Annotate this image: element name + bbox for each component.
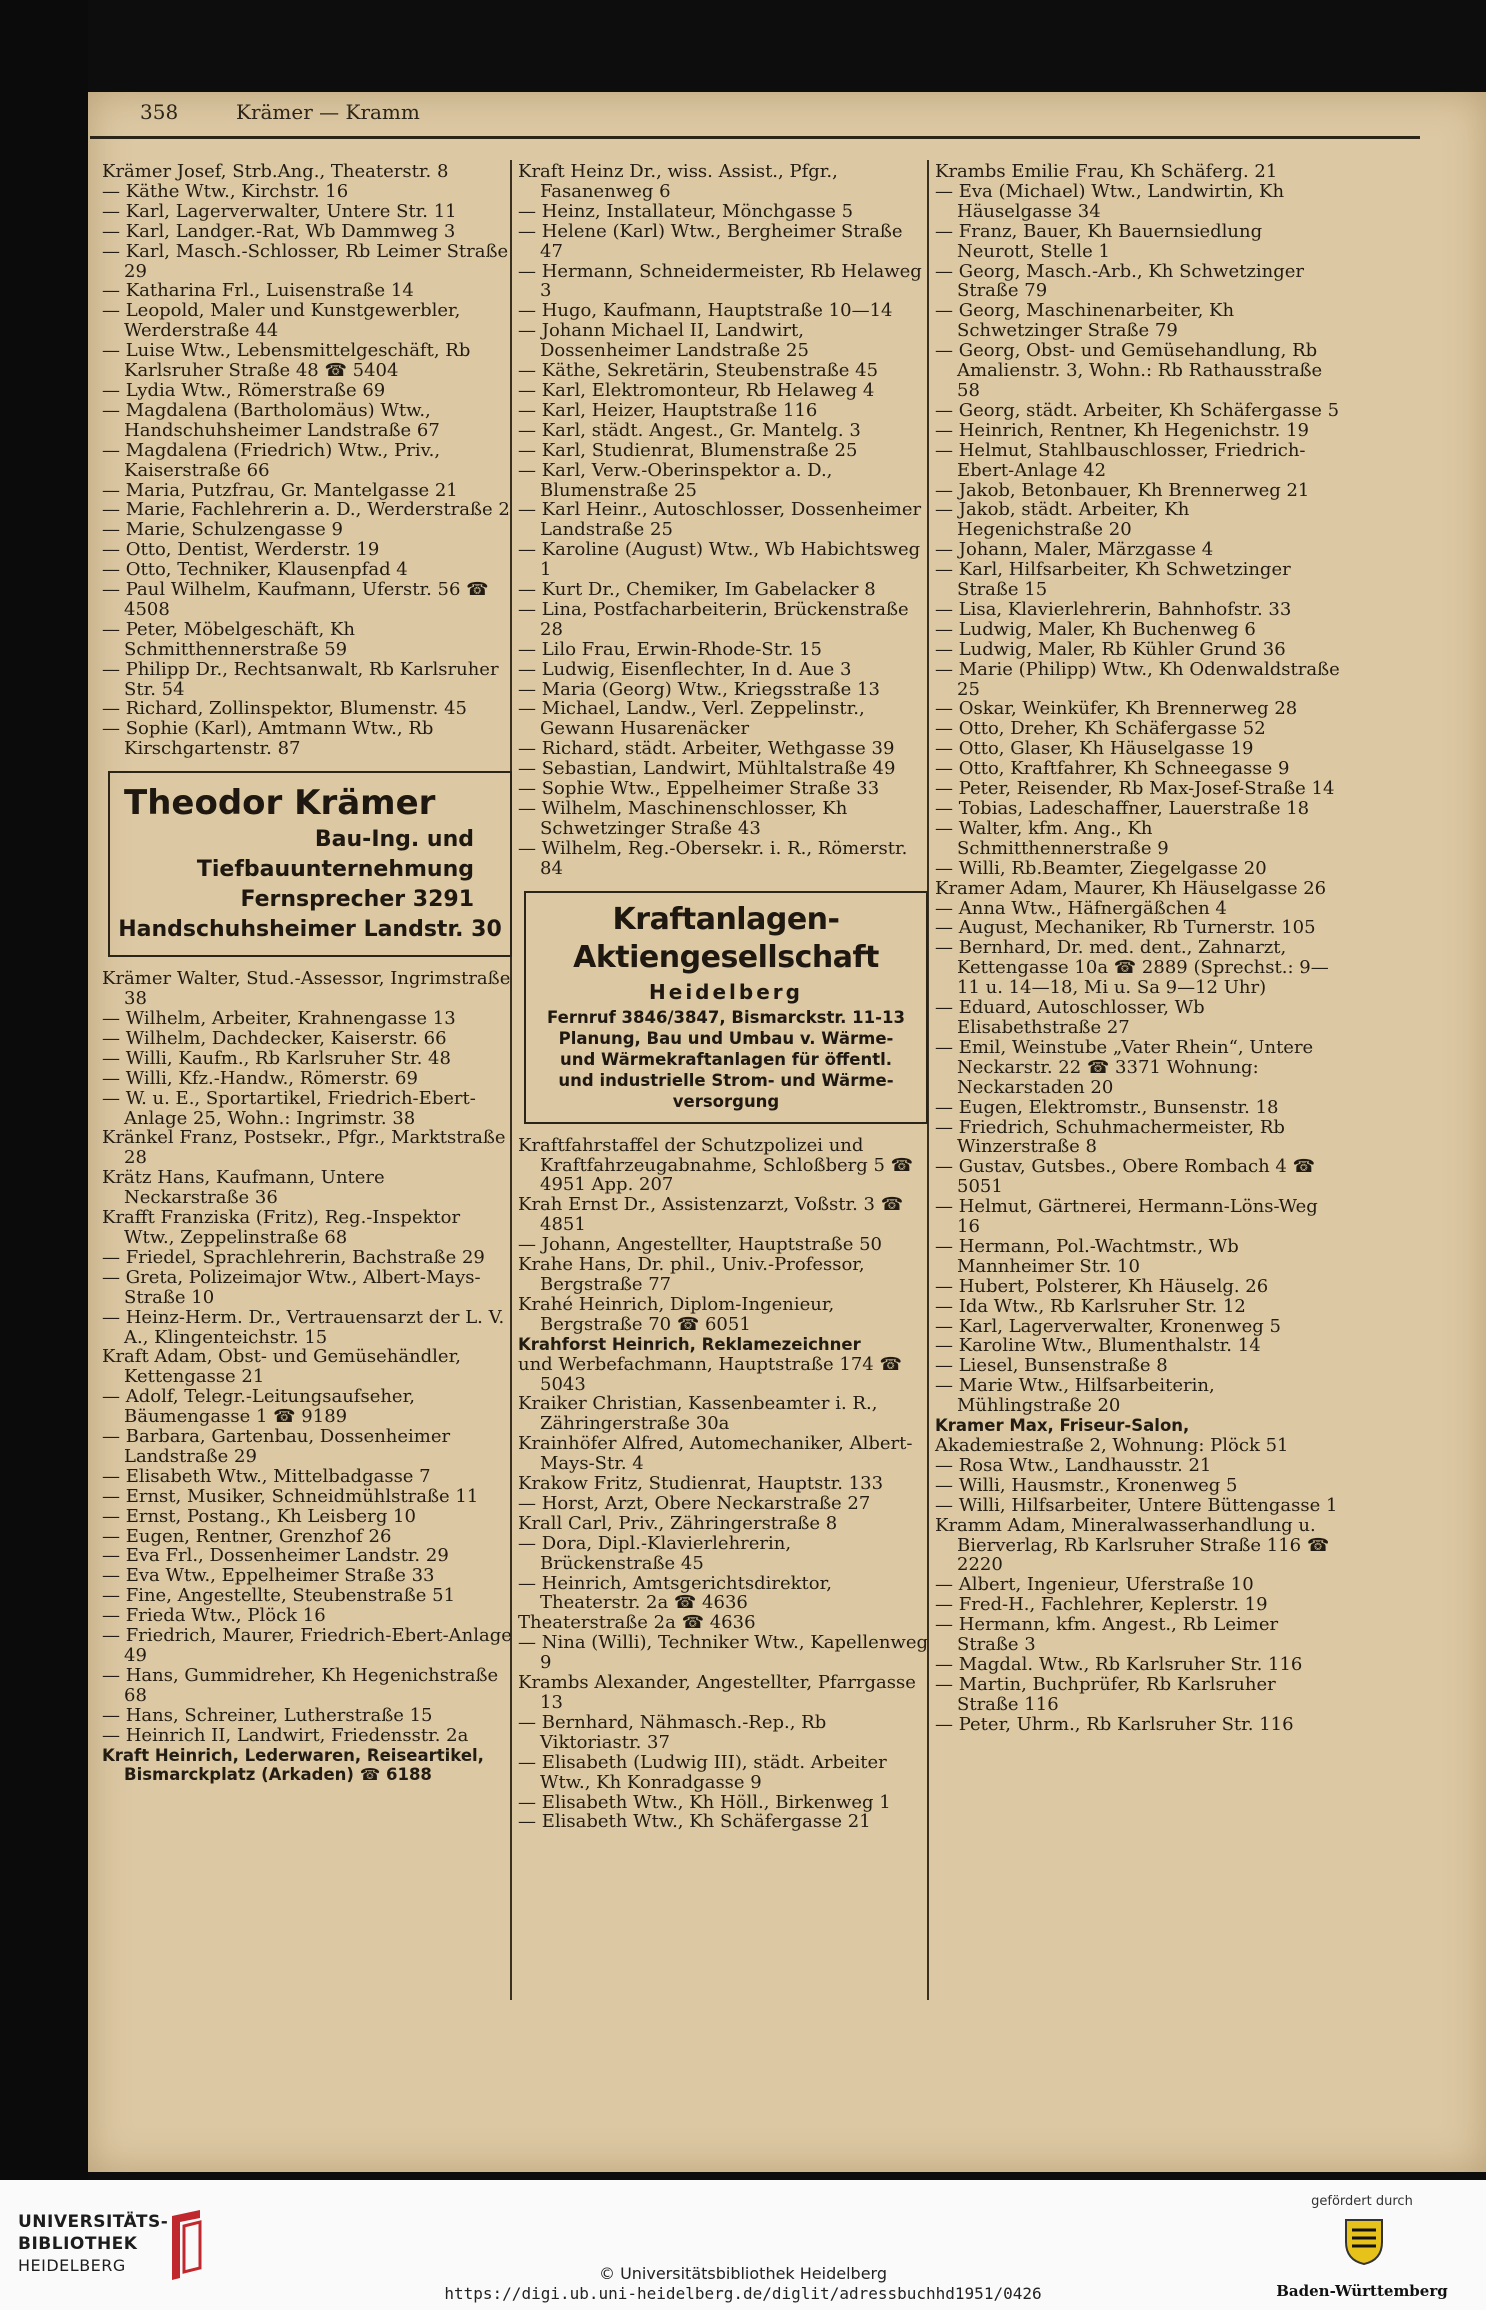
directory-entry: — Ludwig, Maler, Rb Kühler Grund 36 — [935, 638, 1286, 660]
entry-list — [518, 1136, 928, 1335]
directory-entry: Krall Carl, Priv., Zähringerstraße 8 — [518, 1512, 838, 1534]
directory-entry: — W. u. E., Sportartikel, Friedrich-Ebert-Anlage 25, Wohn.: Ingrimstr. 38 — [102, 1087, 476, 1129]
entry-list — [518, 1355, 928, 1833]
directory-entry: — Heinrich, Amtsgerichtsdirektor, Theaterstr. 2a ☎ 4636 — [518, 1572, 832, 1614]
advert-line: und industrielle Strom- und Wärme- — [558, 1070, 894, 1090]
directory-entry: — Lina, Postfacharbeiterin, Brückenstraße 28 — [518, 598, 909, 640]
advert-title: Theodor Krämer — [124, 783, 436, 824]
directory-entry: — Luise Wtw., Lebensmittelgeschäft, Rb Karlsruher Straße 48 ☎ 5404 — [102, 340, 471, 382]
directory-entry: Krafft Franziska (Fritz), Reg.-Inspektor Wtw., Zeppelinstraße 68 — [102, 1207, 461, 1248]
directory-entry: Krahé Heinrich, Diplom-Ingenieur, Bergstraße 70 ☎ 6051 — [518, 1293, 835, 1335]
directory-entry: — Peter, Uhrm., Rb Karlsruher Str. 116 — [935, 1713, 1294, 1735]
source-url[interactable]: https://digi.ub.uni-heidelberg.de/diglit/adressbuchhd1951/0426 — [444, 2284, 1042, 2303]
running-title: Krämer — Kramm — [236, 100, 420, 124]
entry-list — [935, 162, 1340, 1416]
logo-line: HEIDELBERG — [18, 2256, 126, 2275]
directory-entry: — Liesel, Bunsenstraße 8 — [935, 1355, 1168, 1377]
advert-line: Tiefbauunternehmung — [196, 857, 474, 883]
directory-entry: — Michael, Landw., Verl. Zeppelinstr., Gewann Husarenäcker — [518, 698, 865, 740]
directory-entry: — Hubert, Polsterer, Kh Häuselg. 26 — [935, 1275, 1269, 1297]
advert-line: und Wärmekraftanlagen für öffentl. — [559, 1049, 893, 1069]
advert-line: versorgung — [672, 1091, 780, 1111]
directory-entry: — Sophie Wtw., Eppelheimer Straße 33 — [518, 778, 880, 800]
directory-entry: — Martin, Buchprüfer, Rb Karlsruher Straße 116 — [935, 1673, 1276, 1715]
directory-entry: — Magdal. Wtw., Rb Karlsruher Str. 116 — [935, 1653, 1303, 1675]
directory-entry: Krambs Alexander, Angestellter, Pfarrgasse 13 — [518, 1672, 916, 1713]
directory-entry: — Hermann, Schneidermeister, Rb Helaweg 3 — [518, 260, 922, 302]
column-1 — [102, 162, 512, 1785]
advert-theodor-kraemer — [108, 771, 512, 957]
directory-entry: — Heinz-Herm. Dr., Vertrauensarzt der L. V. A., Klingenteichstr. 15 — [102, 1306, 505, 1348]
directory-entry: — Bernhard, Nähmasch.-Rep., Rb Viktoriastr. 37 — [518, 1711, 827, 1753]
directory-entry: — Karl, Masch.-Schlosser, Rb Leimer Straße 29 — [102, 240, 509, 282]
coat-of-arms-icon — [1342, 2216, 1386, 2266]
directory-entry: — Frieda Wtw., Plöck 16 — [102, 1605, 326, 1627]
directory-entry: — Karl, Hilfsarbeiter, Kh Schwetzinger Straße 15 — [935, 559, 1291, 601]
directory-entry: — Käthe Wtw., Kirchstr. 16 — [102, 180, 349, 202]
directory-entry: — Willi, Kaufm., Rb Karlsruher Str. 48 — [102, 1047, 451, 1069]
page-number: 358 — [140, 100, 179, 124]
directory-entry: — Karoline Wtw., Blumenthalstr. 14 — [935, 1335, 1261, 1357]
directory-entry: — Helmut, Gärtnerei, Hermann-Löns-Weg 16 — [935, 1196, 1318, 1238]
directory-entry: — Lydia Wtw., Römerstraße 69 — [102, 379, 386, 401]
directory-entry: — Adolf, Telegr.-Leitungsaufseher, Bäumengasse 1 ☎ 9189 — [102, 1386, 415, 1428]
directory-entry: — Hermann, kfm. Angest., Rb Leimer Straße 3 — [935, 1614, 1279, 1656]
directory-entry: — Eduard, Autoschlosser, Wb Elisabethstraße 27 — [935, 997, 1205, 1038]
directory-entry: Krah Ernst Dr., Assistenzarzt, Voßstr. 3 ☎ 4851 — [518, 1194, 904, 1236]
directory-entry: Krahe Hans, Dr. phil., Univ.-Professor, Bergstraße 77 — [518, 1254, 865, 1295]
directory-entry: Kraft Heinz Dr., wiss. Assist., Pfgr., Fasanenweg 6 — [518, 161, 838, 202]
advert-line: Fernruf 3846/3847, Bismarckstr. 11-13 — [547, 1007, 905, 1027]
directory-entry: — Fred-H., Fachlehrer, Keplerstr. 19 — [935, 1594, 1268, 1616]
directory-entry: — Georg, Maschinenarbeiter, Kh Schwetzinger Straße 79 — [935, 300, 1235, 342]
directory-entry: — Willi, Hilfsarbeiter, Untere Büttengasse 1 — [935, 1494, 1338, 1516]
directory-entry: — Karl, Lagerverwalter, Kronenweg 5 — [935, 1315, 1281, 1337]
advert-line: Handschuhsheimer Landstr. 30 — [118, 917, 502, 943]
directory-entry: — Maria, Putzfrau, Gr. Mantelgasse 21 — [102, 479, 458, 501]
directory-entry: — Karl, Studienrat, Blumenstraße 25 — [518, 439, 858, 461]
directory-entry: — Albert, Ingenieur, Uferstraße 10 — [935, 1574, 1254, 1596]
entry-list — [518, 162, 928, 879]
bold-entry: Krahforst Heinrich, Reklamezeichner — [518, 1334, 861, 1354]
directory-entry: — Heinrich II, Landwirt, Friedensstr. 2a — [102, 1724, 469, 1746]
directory-entry: — Johann, Angestellter, Hauptstraße 50 — [518, 1234, 882, 1256]
directory-entry: — Lisa, Klavierlehrerin, Bahnhofstr. 33 — [935, 598, 1292, 620]
directory-entry: — Greta, Polizeimajor Wtw., Albert-Mays-Straße 10 — [102, 1266, 481, 1308]
directory-entry: — Gustav, Gutsbes., Obere Rombach 4 ☎ 5051 — [935, 1156, 1316, 1198]
directory-entry: Kramm Adam, Mineralwasserhandlung u. Bierverlag, Rb Karlsruher Straße 116 ☎ 2220 — [935, 1514, 1330, 1576]
directory-entry: — Wilhelm, Arbeiter, Krahnengasse 13 — [102, 1008, 456, 1029]
directory-entry: Kraft Adam, Obst- und Gemüsehändler, Kettengasse 21 — [102, 1346, 461, 1388]
directory-entry: — Elisabeth Wtw., Mittelbadgasse 7 — [102, 1465, 431, 1487]
directory-entry: — Walter, kfm. Ang., Kh Schmitthennerstraße 9 — [935, 817, 1169, 859]
directory-entry: — August, Mechaniker, Rb Turnerstr. 105 — [935, 917, 1316, 939]
directory-entry: — Wilhelm, Dachdecker, Kaiserstr. 66 — [102, 1027, 447, 1049]
directory-entry: — Philipp Dr., Rechtsanwalt, Rb Karlsruher Str. 54 — [102, 658, 499, 700]
directory-entry: — Wilhelm, Maschinenschlosser, Kh Schwetzinger Straße 43 — [518, 798, 848, 839]
directory-entry: Krainhöfer Alfred, Automechaniker, Albert-Mays-Str. 4 — [518, 1433, 913, 1475]
directory-entry: — Eugen, Rentner, Grenzhof 26 — [102, 1525, 392, 1547]
directory-entry: — Ludwig, Eisenflechter, In d. Aue 3 — [518, 658, 852, 680]
directory-entry: — Ida Wtw., Rb Karlsruher Str. 12 — [935, 1295, 1246, 1317]
footer — [0, 2180, 1486, 2310]
directory-entry: — Marie, Fachlehrerin a. D., Werderstraße 2 — [102, 499, 510, 521]
directory-entry: — Elisabeth Wtw., Kh Höll., Birkenweg 1 — [518, 1791, 891, 1813]
directory-entry: Kramer Adam, Maurer, Kh Häuselgasse 26 — [935, 877, 1327, 899]
directory-entry: — Eva Frl., Dossenheimer Landstr. 29 — [102, 1545, 449, 1567]
copyright: © Universitätsbibliothek Heidelberg — [598, 2264, 887, 2283]
entry-list — [102, 162, 512, 759]
directory-entry: — Horst, Arzt, Obere Neckarstraße 27 — [518, 1492, 871, 1514]
directory-entry: — Marie (Philipp) Wtw., Kh Odenwaldstraße 25 — [935, 658, 1340, 700]
directory-entry: — Anna Wtw., Häfnergäßchen 4 — [935, 897, 1227, 919]
sponsor-name: Baden-Württemberg — [1276, 2282, 1448, 2300]
directory-entry: — Karl Heinr., Autoschlosser, Dossenheimer Landstraße 25 — [518, 499, 922, 541]
directory-entry: — Peter, Reisender, Rb Max-Josef-Straße 14 — [935, 778, 1335, 800]
directory-entry: Kraiker Christian, Kassenbeamter i. R., Zähringerstraße 30a — [518, 1393, 878, 1435]
directory-entry: — Rosa Wtw., Landhausstr. 21 — [935, 1454, 1212, 1476]
directory-entry: — Friedrich, Maurer, Friedrich-Ebert-Anlage 49 — [102, 1625, 512, 1666]
sponsor — [1262, 2194, 1462, 2304]
directory-entry: — Otto, Dentist, Werderstr. 19 — [102, 539, 380, 561]
header-rule — [90, 136, 1420, 139]
directory-entry: Krämer Walter, Stud.-Assessor, Ingrimstraße 38 — [102, 968, 511, 1010]
directory-entry: — Sophie (Karl), Amtmann Wtw., Rb Kirschgartenstr. 87 — [102, 718, 434, 760]
directory-entry: — Friedel, Sprachlehrerin, Bachstraße 29 — [102, 1246, 485, 1268]
advert-line: Planung, Bau und Umbau v. Wärme- — [558, 1028, 894, 1048]
directory-entry: — Jakob, städt. Arbeiter, Kh Hegenichstraße 20 — [935, 499, 1190, 541]
directory-entry: — Helene (Karl) Wtw., Bergheimer Straße 47 — [518, 220, 903, 262]
directory-entry: — Karl, Landger.-Rat, Wb Dammweg 3 — [102, 220, 456, 242]
column-2 — [518, 162, 928, 1832]
directory-entry: — Otto, Kraftfahrer, Kh Schneegasse 9 — [935, 758, 1290, 780]
directory-entry: — Käthe, Sekretärin, Steubenstraße 45 — [518, 360, 879, 382]
directory-entry: — Otto, Techniker, Klausenpfad 4 — [102, 559, 408, 581]
directory-entry: — Karl, städt. Angest., Gr. Mantelg. 3 — [518, 419, 861, 441]
directory-entry: — Willi, Kfz.-Handw., Römerstr. 69 — [102, 1067, 418, 1089]
directory-entry: — Otto, Glaser, Kh Häuselgasse 19 — [935, 738, 1254, 760]
advert-line: Bau-Ing. und — [314, 827, 474, 853]
directory-entry: — Eva (Michael) Wtw., Landwirtin, Kh Häuselgasse 34 — [935, 180, 1285, 222]
directory-entry: — Hermann, Pol.-Wachtmstr., Wb Mannheimer Str. 10 — [935, 1235, 1239, 1277]
directory-entry: Krätz Hans, Kaufmann, Untere Neckarstraße 36 — [102, 1167, 385, 1209]
directory-entry: — Friedrich, Schuhmachermeister, Rb Winzerstraße 8 — [935, 1116, 1285, 1158]
directory-entry: — Johann, Maler, Märzgasse 4 — [935, 539, 1214, 561]
directory-entry: — Eva Wtw., Eppelheimer Straße 33 — [102, 1565, 435, 1587]
directory-entry: — Ludwig, Maler, Kh Buchenweg 6 — [935, 618, 1256, 640]
directory-entry: — Katharina Frl., Luisenstraße 14 — [102, 280, 414, 302]
directory-entry: — Georg, städt. Arbeiter, Kh Schäfergasse 5 — [935, 399, 1340, 421]
logo-line: UNIVERSITÄTS- — [18, 2212, 169, 2232]
directory-entry: — Heinrich, Rentner, Kh Hegenichstr. 19 — [935, 419, 1310, 441]
directory-entry: — Heinz, Installateur, Mönchgasse 5 — [518, 200, 854, 222]
directory-entry: Kränkel Franz, Postsekr., Pfgr., Marktstraße 28 — [102, 1127, 506, 1169]
directory-entry: — Richard, Zollinspektor, Blumenstr. 45 — [102, 698, 468, 720]
directory-entry: — Magdalena (Bartholomäus) Wtw., Handschuhsheimer Landstraße 67 — [102, 399, 440, 441]
directory-entry: — Fine, Angestellte, Steubenstraße 51 — [102, 1585, 456, 1607]
directory-entry: — Kurt Dr., Chemiker, Im Gabelacker 8 — [518, 579, 876, 601]
directory-entry: Kraftfahrstaffel der Schutzpolizei und Kraftfahrzeugabnahme, Schloßberg 5 ☎ 4951 App. 207 — [518, 1134, 914, 1196]
directory-entry: Krämer Josef, Strb.Ang., Theaterstr. 8 — [102, 161, 449, 182]
logo-line: BIBLIOTHEK — [18, 2234, 138, 2254]
entry-list — [102, 969, 512, 1745]
directory-entry: — Marie Wtw., Hilfsarbeiterin, Mühlingstraße 20 — [935, 1375, 1215, 1417]
scan-margin — [0, 0, 88, 2180]
directory-entry: — Ernst, Musiker, Schneidmühlstraße 11 — [102, 1485, 479, 1507]
directory-entry: — Johann Michael II, Landwirt, Dossenheimer Landstraße 25 — [518, 320, 809, 362]
directory-entry: — Bernhard, Dr. med. dent., Zahnarzt, Kettengasse 10a ☎ 2889 (Sprechst.: 9—11 u. 14—18, Mi u. Sa 9—12 Uhr) — [935, 937, 1329, 999]
directory-entry: — Nina (Willi), Techniker Wtw., Kapellenweg 9 — [518, 1632, 929, 1674]
directory-entry: — Hans, Gummidreher, Kh Hegenichstraße 68 — [102, 1664, 499, 1706]
directory-entry: — Hans, Schreiner, Lutherstraße 15 — [102, 1704, 433, 1726]
directory-entry: — Wilhelm, Reg.-Obersekr. i. R., Römerstr. 84 — [518, 837, 908, 879]
directory-entry: — Elisabeth (Ludwig III), städt. Arbeiter Wtw., Kh Konradgasse 9 — [518, 1751, 887, 1793]
directory-entry: — Georg, Masch.-Arb., Kh Schwetzinger Straße 79 — [935, 260, 1304, 302]
directory-entry: — Karl, Verw.-Oberinspektor a. D., Blumenstraße 25 — [518, 459, 833, 501]
directory-entry: und Werbefachmann, Hauptstraße 174 ☎ 5043 — [518, 1353, 902, 1395]
directory-entry: — Jakob, Betonbauer, Kh Brennerweg 21 — [935, 479, 1310, 501]
directory-entry: — Leopold, Maler und Kunstgewerbler, Werderstraße 44 — [102, 300, 461, 342]
directory-entry: — Georg, Obst- und Gemüsehandlung, Rb Amalienstr. 3, Wohn.: Rb Rathausstraße 58 — [935, 340, 1323, 401]
entry-list — [935, 1436, 1340, 1735]
directory-entry: — Dora, Dipl.-Klavierlehrerin, Brückenstraße 45 — [518, 1532, 792, 1574]
advert-title: Kraftanlagen-Aktiengesellschaft — [573, 901, 879, 975]
directory-entry: — Otto, Dreher, Kh Schäfergasse 52 — [935, 718, 1266, 740]
directory-entry: — Tobias, Ladeschaffner, Lauerstraße 18 — [935, 798, 1310, 819]
directory-entry: — Sebastian, Landwirt, Mühltalstraße 49 — [518, 758, 896, 780]
directory-entry: — Eugen, Elektromstr., Bunsenstr. 18 — [935, 1096, 1279, 1118]
directory-entry: — Paul Wilhelm, Kaufmann, Uferstr. 56 ☎ 4508 — [102, 579, 489, 620]
advert-subtitle: Heidelberg — [649, 979, 803, 1004]
directory-entry: — Willi, Hausmstr., Kronenweg 5 — [935, 1474, 1238, 1496]
directory-entry: — Karl, Lagerverwalter, Untere Str. 11 — [102, 200, 457, 222]
directory-entry: — Barbara, Gartenbau, Dossenheimer Landstraße 29 — [102, 1426, 451, 1467]
directory-entry: — Karl, Elektromonteur, Rb Helaweg 4 — [518, 379, 875, 401]
advert-line: Fernsprecher 3291 — [240, 887, 474, 913]
directory-entry: — Emil, Weinstube „Vater Rhein“, Untere Neckarstr. 22 ☎ 3371 Wohnung: Neckarstaden 20 — [935, 1036, 1314, 1098]
directory-entry: — Oskar, Weinküfer, Kh Brennerweg 28 — [935, 698, 1298, 720]
directory-entry: — Elisabeth Wtw., Kh Schäfergasse 21 — [518, 1811, 871, 1833]
directory-entry: — Lilo Frau, Erwin-Rhode-Str. 15 — [518, 638, 822, 660]
directory-entry: Krambs Emilie Frau, Kh Schäferg. 21 — [935, 161, 1278, 182]
directory-entry: Akademiestraße 2, Wohnung: Plöck 51 — [935, 1435, 1289, 1456]
directory-entry: — Ernst, Postang., Kh Leisberg 10 — [102, 1505, 416, 1527]
directory-entry: Theaterstraße 2a ☎ 4636 — [518, 1612, 756, 1634]
directory-entry: — Franz, Bauer, Kh Bauernsiedlung Neurott, Stelle 1 — [935, 220, 1263, 262]
directory-entry: — Hugo, Kaufmann, Hauptstraße 10—14 — [518, 300, 893, 322]
directory-entry: — Peter, Möbelgeschäft, Kh Schmitthennerstraße 59 — [102, 618, 356, 660]
column-3 — [935, 162, 1340, 1735]
directory-entry: Krakow Fritz, Studienrat, Hauptstr. 133 — [518, 1473, 884, 1495]
directory-entry: — Karl, Heizer, Hauptstraße 116 — [518, 399, 818, 421]
directory-entry: — Maria (Georg) Wtw., Kriegsstraße 13 — [518, 678, 880, 700]
directory-entry: — Marie, Schulzengasse 9 — [102, 519, 343, 541]
directory-entry: — Willi, Rb.Beamter, Ziegelgasse 20 — [935, 857, 1267, 879]
bold-entry: Kramer Max, Friseur-Salon, — [935, 1416, 1190, 1436]
sponsor-label: gefördert durch — [1311, 2194, 1413, 2209]
directory-entry: — Helmut, Stahlbauschlosser, Friedrich-Ebert-Anlage 42 — [935, 439, 1306, 481]
advert-kraftanlagen — [524, 891, 928, 1124]
directory-entry: — Magdalena (Friedrich) Wtw., Priv., Kaiserstraße 66 — [102, 439, 441, 481]
bold-entry: Kraft Heinrich, Lederwaren, Reiseartikel, Bismarckplatz (Arkaden) ☎ 6188 — [102, 1745, 484, 1785]
directory-entry: — Richard, städt. Arbeiter, Wethgasse 39 — [518, 738, 895, 760]
directory-entry: — Karoline (August) Wtw., Wb Habichtsweg 1 — [518, 539, 921, 581]
